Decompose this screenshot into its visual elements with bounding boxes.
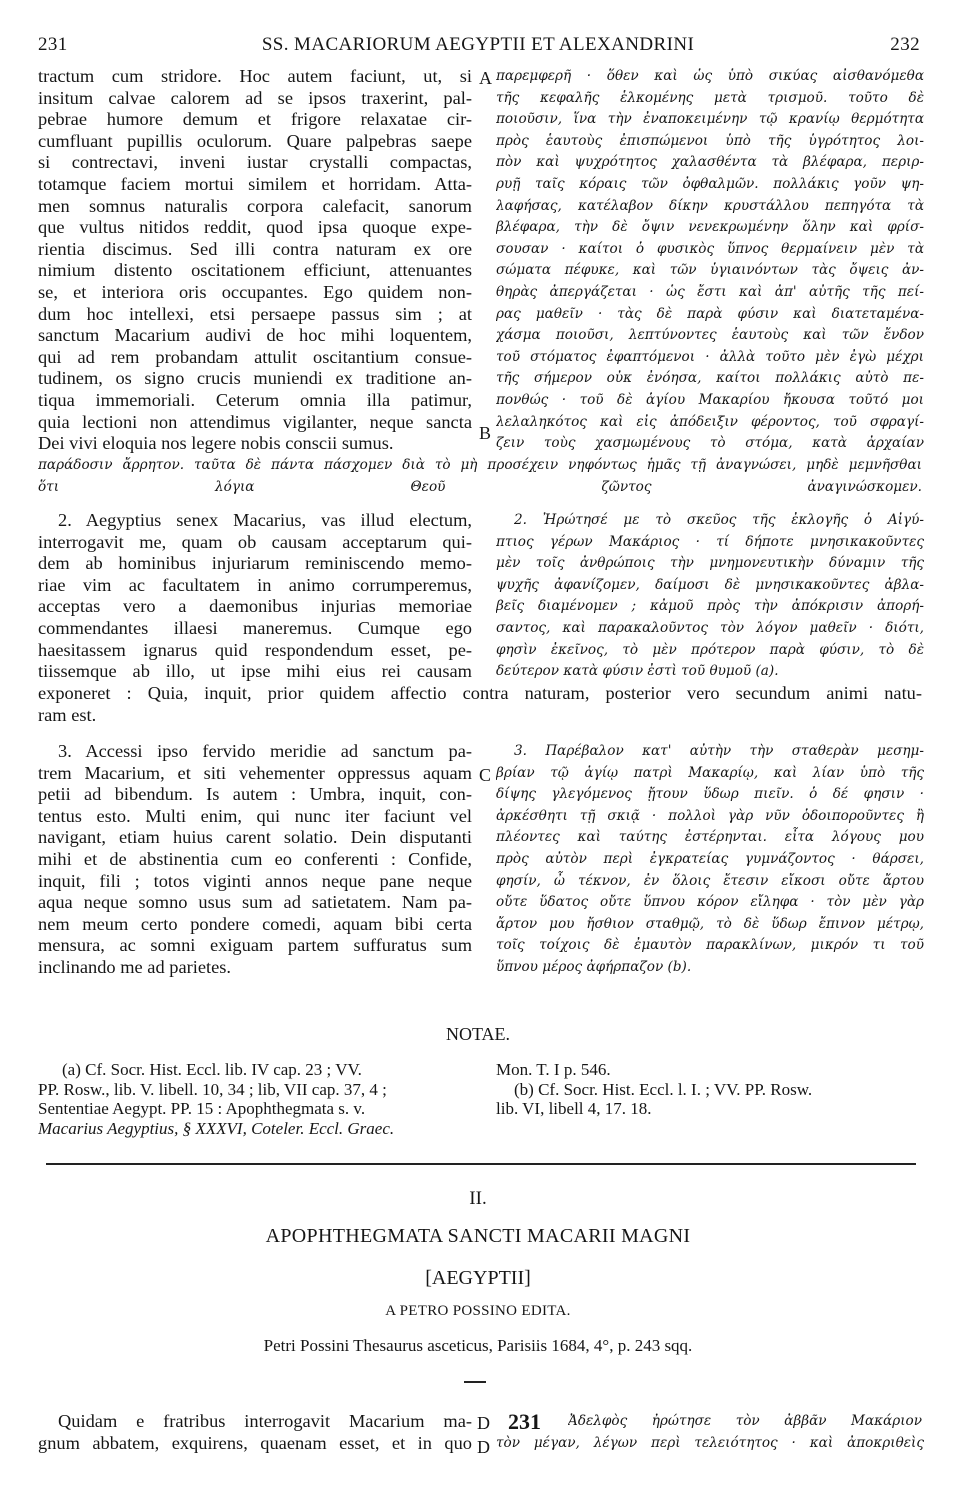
text-line: aqua neque somno usus sum ad satietatem. Nam pa-: [38, 892, 472, 913]
text-line: tiqua immemoriali. Ceterum omnia illa patimur,: [38, 389, 472, 410]
text-line: petii ad bibendum. Is autem : Umbra, inquit, con-: [38, 784, 472, 805]
text-line: mensura, ac somni exiguam partem suffuratus sum: [38, 935, 472, 956]
text-line: παρεμφερῆ · ὅθεν καὶ ὡς ὑπὸ σικύας αἰσθανόμεθα: [496, 68, 924, 84]
text-line: ψυχῆς ἀφανίζομεν, δαίμοσι δὲ μνησικακοῦντες ἀβλα-: [496, 576, 924, 593]
horizontal-rule: [46, 1163, 916, 1165]
notes-left: [38, 1060, 478, 1138]
text-line: interrogavit me, quam ob causam acceptarum qui-: [38, 531, 472, 552]
right-page-number: 232: [890, 34, 920, 55]
note-line: Sententiae Aegypt. PP. 15 : Apophthegmata s. v.: [38, 1099, 366, 1118]
text-line: σουσαν · καίτοι ὁ φυσικὸς ὕπνος θερμαίνειν μὲν τὰ: [496, 240, 924, 257]
text-line: τῆς σήμερον οὐκ ἐνόησα, καίτοι πολλάκις αὐτὸ πε-: [496, 370, 924, 387]
text-line: trem Macarium, et siti vehementer oppressus aquam: [38, 762, 472, 783]
text-line: inquit, fili ; totos viginti annos neque pane neque: [38, 870, 472, 891]
section-1-greek: [496, 66, 924, 455]
text-line: totamque faciem mortui similem et horridam. Atta-: [38, 173, 472, 194]
text-line: insitum calvae calorem ad se ipsos traxerint, pal-: [38, 87, 472, 108]
text-line: φησίν, ὦ τέκνον, ἐν ὅλοις ἔτεσιν εἴκοσι οὔτε ἄρτου: [496, 872, 924, 889]
text-line: Dei vivi eloquia nos legere nobis conscii sumus.: [38, 433, 394, 454]
final-greek-first: [568, 1411, 922, 1433]
text-line: λαφήσας, κατέλαβον δίκην κρυστάλλου πεπηγότα τὰ: [496, 197, 924, 214]
section-2-latin-full-width: [38, 683, 922, 726]
text-line: mihi et de abstinentia cum eo conferenti : Confide,: [38, 848, 472, 869]
text-line: πρὸς αὐτὸν περὶ ἐγκρατείας γυμνάζοντος · θάρσει,: [496, 850, 924, 867]
text-line: 2. Ἠρώτησέ με τὸ σκεῦος τῆς ἐκλογῆς ὁ Αἰγύ-: [514, 512, 924, 528]
text-line: tractum cum stridore. Hoc autem faciunt, ut, si: [38, 66, 472, 86]
text-line: nem meum certo pondere comedi, aquam bibi certa: [38, 913, 472, 934]
note-line: PP. Rosw., lib. V. libell. 10, 34 ; lib, VII cap. 37, 4 ;: [38, 1079, 387, 1099]
text-line: πρὸς ἑαυτοὺς ἐπισπώμενοι ὑπὸ τῆς ὑγρότητος λοι-: [496, 132, 924, 149]
final-latin: [38, 1411, 472, 1454]
text-line: 3. Παρέβαλον κατ' αὐτὴν τὴν σταθερὰν μεσημ-: [514, 743, 924, 759]
text-line: pebrae humore demum et frigore relaxatae cir-: [38, 109, 472, 130]
text-line: σαντος, καὶ παρακαλοῦντος τὸν λόγον μαθεῖν · διότι,: [496, 619, 924, 636]
section-2-greek: [496, 510, 924, 683]
text-line: commendantes illaesi maneremus. Cumque ego: [38, 617, 472, 638]
text-line: τοῦ στόματος ἐφαπτόμενοι · ἀλλὰ τοῦτο μὲν ἐγὼ μέχρι: [496, 348, 924, 365]
text-line: quia lectioni non attendimus vigilanter, neque sancta: [38, 411, 472, 432]
text-line: inclinando me ad parietes.: [38, 956, 232, 977]
text-line: λελαληκότος καὶ εἰς ἀπόδειξιν φέροντος, τοῦ σφραγί-: [496, 413, 924, 430]
part-edited-by: A PETRO POSSINO EDITA.: [385, 1303, 571, 1319]
final-greek-second: [496, 1433, 924, 1455]
section-1-greek-full-width: [38, 455, 922, 498]
text-line: haesitassem ignarus quid respondendum esset, pe-: [38, 639, 472, 660]
part-subtitle: [AEGYPTII]: [425, 1267, 531, 1289]
part-source: Petri Possini Thesaurus asceticus, Parisiis 1684, 4°, p. 243 sqq.: [263, 1336, 693, 1355]
column-number: 231: [508, 1409, 541, 1434]
text-line: πὸν καὶ ψυχρότητος χαλασθέντα τὰ βλέφαρα, περιρ-: [496, 154, 924, 171]
margin-marker-a: A: [479, 68, 492, 88]
short-rule: [464, 1381, 486, 1383]
text-line: πτιος γέρων Μακάριος · τί δήποτε μνησικακοῦντες: [496, 533, 924, 550]
margin-marker-d-bottom: D: [477, 1437, 490, 1457]
text-line: τοῖς τοίχοις δὲ ἐμαυτὸν παρακλίνων, μικρόν τι τοῦ: [496, 937, 924, 954]
section-3-latin: [38, 741, 472, 979]
text-line: τὸν μέγαν, λέγων περὶ τελειότητος · καὶ ἀποκριθεὶς: [496, 1435, 924, 1451]
text-line: gnum abbatem, exquirens, quaenam esset, et in quo: [38, 1432, 472, 1453]
text-line: ὕπνου μέρος ἀφήρπαζον (b).: [496, 958, 692, 975]
text-line: βεῖς διαμένομεν ; κἀμοῦ πρὸς τὴν ἀπόκρισιν ἀπορή-: [496, 598, 924, 615]
text-line: 2. Aegyptius senex Macarius, vas illud electum,: [58, 510, 472, 530]
text-line: ἀρκέσθητι τῇ σκιᾷ · πολλοὶ γὰρ νῦν ὁδοιποροῦντες ἢ: [496, 807, 924, 824]
text-line: ρας μαθεῖν · τὰς δὲ παρὰ φύσιν καὶ διατεταμένα-: [496, 305, 924, 322]
text-line: exponeret : Quia, inquit, prior quidem affectio contra naturam, posterior vero secundum animi natu-: [38, 683, 922, 703]
text-line: δίψης γλεγόμενος ᾔτουν ὕδωρ πιεῖν. ὁ δέ φησιν ·: [496, 786, 924, 803]
note-line: (b) Cf. Socr. Hist. Eccl. l. I. ; VV. PP. Rosw.: [514, 1079, 813, 1099]
text-line: men somnus naturalis corpora calefacit, sanorum: [38, 195, 472, 216]
text-line: ζειν τοὺς χασμωμένους τὸ στόμα, κατὰ ἀρχαίαν: [496, 435, 924, 452]
text-line: ρυῇ ταῖς κόραις τῶν ὀφθαλμῶν. πολλάκις γοῦν ψη-: [496, 175, 924, 192]
text-line: riae vim ac facultatem in animo corrumperemus,: [38, 574, 472, 595]
margin-marker-c: C: [479, 765, 492, 785]
margin-marker-b: B: [479, 423, 492, 443]
note-line: Mon. T. I p. 546.: [496, 1060, 611, 1079]
text-line: πονθώς · τοῦ δὲ ἁγίου Μακαρίου ἤκουσα τοῦτό μοι: [496, 391, 924, 408]
text-line: nimium distento oscitationem efficiunt, attenuantes: [38, 260, 472, 281]
text-line: πλέοντες καὶ ταύτης ἐστέρηνται. εἶτα λόγους μου: [496, 829, 924, 846]
text-line: φησὶν ἐκεῖνος, τὸ μὲν πρότερον παρὰ φύσιν, τὸ δὲ: [496, 641, 924, 658]
text-line: 3. Accessi ipso fervido meridie ad sanctum pa-: [58, 741, 472, 761]
text-line: βλέφαρα, τὴν δὲ ὄψιν νενεκρωμένην ὅλην καὶ φρίσ-: [496, 219, 924, 236]
text-line: dem ab hominibus injuriarum reminiscendo memo-: [38, 553, 472, 574]
notes-heading: NOTAE.: [445, 1024, 511, 1044]
text-line: χάσμα ποιοῦσι, λεπτύνοντες ἑαυτοὺς καὶ τῶν ἔνδον: [496, 327, 924, 344]
text-line: θηρὰς ἀπεργάζεται · ὡς ἔστι καὶ ἀπ' αὐτῆς τῆς πεί-: [496, 283, 924, 300]
text-line: ὅτι λόγια Θεοῦ ζῶντος ἀναγινώσκομεν.: [38, 478, 922, 495]
text-line: rientia discimus. Sed illi contra naturam ex ore: [38, 238, 472, 259]
section-3-greek: [496, 741, 924, 979]
text-line: navigant, etiam huius carent solatio. Dein disputanti: [38, 827, 472, 848]
text-line: Quidam e fratribus interrogavit Macarium ma-: [58, 1411, 472, 1431]
text-line: οὔτε ὕδατος οὔτε ὕπνου κόρον εἴληφα · τὸν μὲν γὰρ: [496, 894, 924, 911]
section-1-latin: [38, 66, 472, 455]
text-line: tentus esto. Multi enim, qui nunc iter faciunt vel: [38, 805, 472, 826]
note-line: Macarius Aegyptius, § XXXVI, Coteler. Eccl. Graec.: [38, 1118, 395, 1138]
text-line: μὲν τοῖς ἀνθρώποις τὴν μνημονευτικὴν δύναμιν τῆς: [496, 555, 924, 572]
part-numeral: II.: [469, 1188, 487, 1209]
text-line: tiissemque ab illo, ut ipse mihi eius rei causam: [38, 661, 472, 682]
section-2-latin: [38, 510, 472, 683]
running-title: SS. MACARIORUM AEGYPTII ET ALEXANDRINI: [261, 34, 695, 55]
text-line: qui ad rem probandam attulit oscitantium consue-: [38, 346, 472, 367]
text-line: acceptas vero a daemonibus injurias memoriae: [38, 596, 472, 617]
text-line: tudinem, os signo crucis muniendi ex traditione an-: [38, 368, 472, 389]
text-line: ἄρτον μου ἤσθιον σταθμῷ, τὸ δὲ ὕδωρ ἔπινον μέτρῳ,: [496, 915, 924, 932]
text-line: se, et interiora oris occupantes. Ego quidem non-: [38, 281, 472, 302]
text-line: si contrectavi, inveni iustar crystalli compactas,: [38, 152, 472, 173]
text-line: ποιοῦσιν, ἵνα τὴν ἐναποκειμένην τῷ κρανίῳ θερμότητα: [496, 111, 924, 128]
text-line: τῆς κεφαλῆς ἑλκομένης μετὰ τρισμοῦ. τοῦτο δὲ: [496, 89, 924, 106]
text-line: sanctum Macarium audivi de hoc mihi loquentem,: [38, 325, 472, 346]
text-line: que vultus nitidos reddit, quod ipsa quoque expe-: [38, 217, 472, 238]
text-line: Ἀδελφὸς ἠρώτησε τὸν ἀββᾶν Μακάριον: [568, 1413, 922, 1429]
left-page-number: 231: [38, 34, 68, 55]
text-line: dum hoc intellexi, etsi persaepe passus sim ; at: [38, 303, 472, 324]
text-line: δεύτερον κατὰ φύσιν ἐστὶ τοῦ θυμοῦ (a).: [496, 663, 779, 680]
notes-right: [496, 1060, 924, 1119]
text-line: παράδοσιν ἄρρητον. ταῦτα δὲ πάντα πάσχομεν διὰ τὸ μὴ προσέχειν νηφόντως ἡμᾶς τῇ ἀναγνώσει, μηδὲ μεμνῆσθαι: [38, 457, 922, 473]
margin-marker-d-top: D: [477, 1413, 490, 1433]
text-line: σώματα πέφυκε, καὶ τῶν ὑγιαινόντων τὰς ὄψεις ἀν-: [496, 262, 924, 279]
text-line: βρίαν τῷ ἁγίῳ πατρὶ Μακαρίῳ, καὶ λίαν ὑπὸ τῆς: [496, 764, 924, 781]
note-line: (a) Cf. Socr. Hist. Eccl. lib. IV cap. 23 ; VV.: [62, 1060, 362, 1079]
note-line: lib. VI, libell 4, 17. 18.: [496, 1099, 652, 1118]
text-line: cumfluant pupillis oculorum. Quare palpebras saepe: [38, 130, 472, 151]
part-title: APOPHTHEGMATA SANCTI MACARII MAGNI: [265, 1225, 691, 1247]
text-line: ram est.: [38, 704, 97, 725]
